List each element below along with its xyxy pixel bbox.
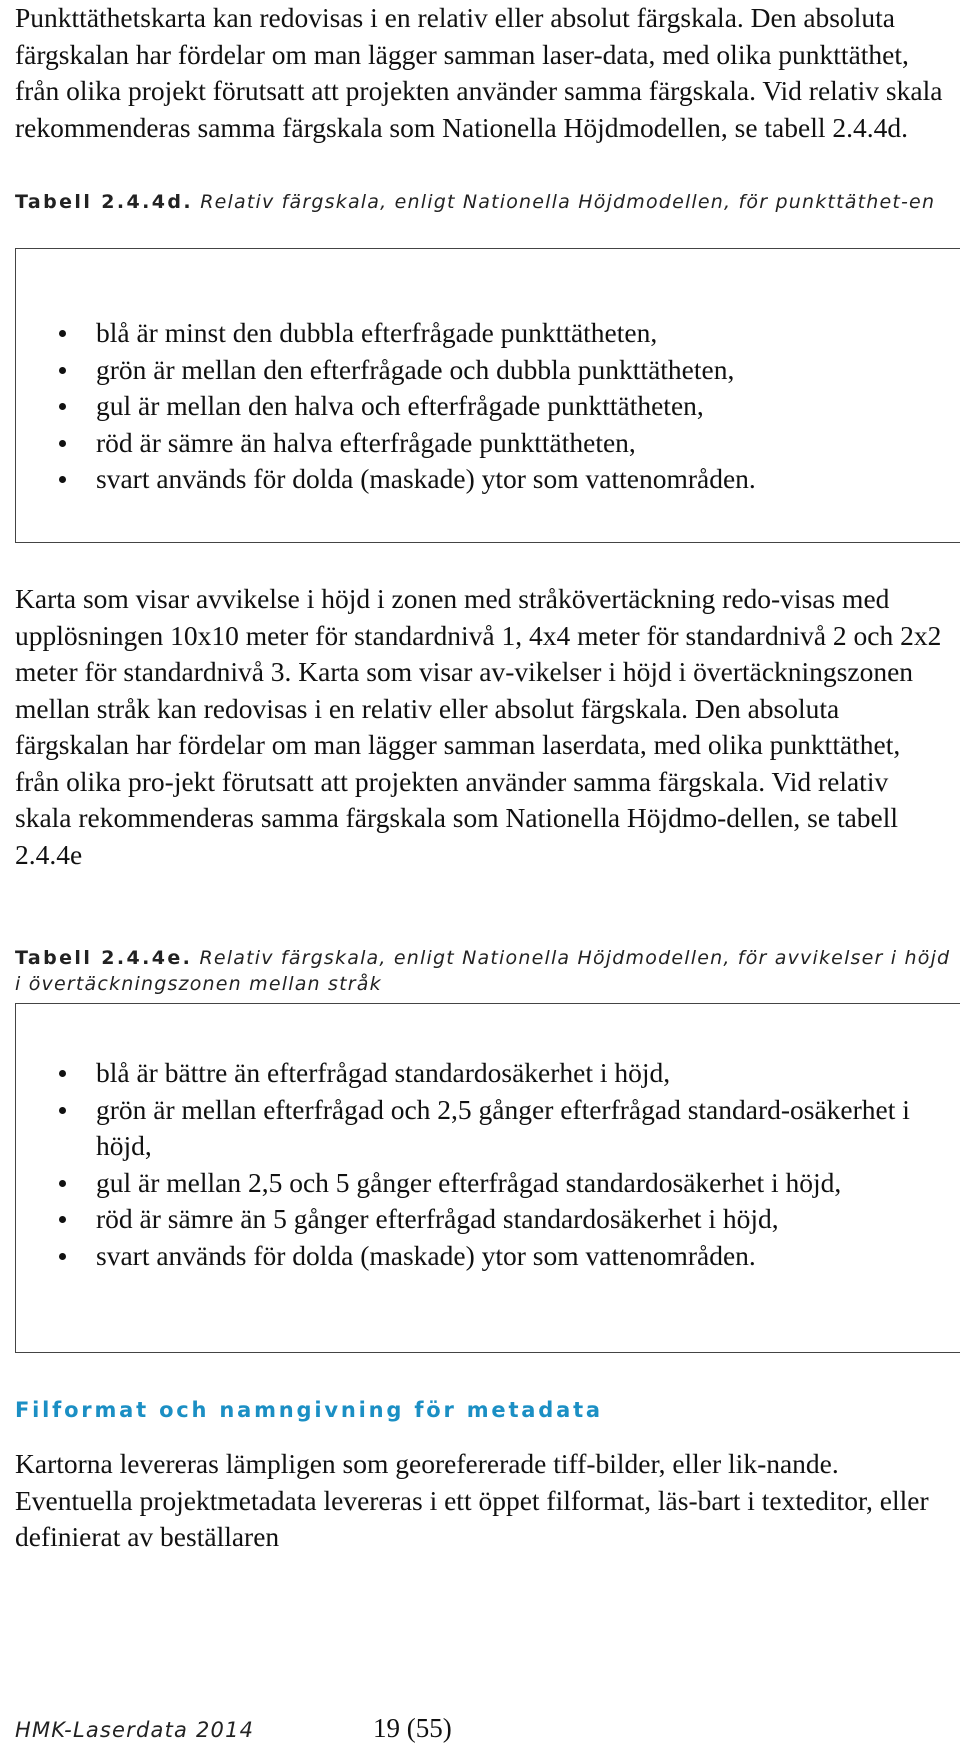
list-item: grön är mellan den efterfrågade och dubbla punkttätheten, xyxy=(16,352,960,389)
list-item: gul är mellan 2,5 och 5 gånger efterfrågad standardosäkerhet i höjd, xyxy=(16,1165,960,1202)
color-scale-list-d xyxy=(16,315,960,498)
footer-document-title: HMK-Laserdata 2014 xyxy=(15,1718,255,1742)
list-item: svart används för dolda (maskade) ytor som vattenområden. xyxy=(16,1238,960,1275)
list-item: röd är sämre än 5 gånger efterfrågad standardosäkerhet i höjd, xyxy=(16,1201,960,1238)
bullet-icon xyxy=(59,1107,66,1114)
color-scale-list-e xyxy=(16,1055,960,1274)
list-item: gul är mellan den halva och efterfrågade punkttätheten, xyxy=(16,388,960,425)
bullet-icon xyxy=(59,403,66,410)
bullet-icon xyxy=(59,330,66,337)
deviation-paragraph: Karta som visar avvikelse i höjd i zonen med stråkövertäckning redo-visas med upplösningen 10x10 meter för standardnivå 1, 4x4 meter för standardnivå 2 och 2x2 meter för standardnivå 3. Karta som visar av-vikelser i höjd i övertäckningszonen mellan stråk kan redovisas i en relativ eller absolut färgskala. Den absoluta färgskalan har fördelar om man lägger samman laserdata, med olika punkttäthet, från olika pro-jekt förutsatt att projekten använder samma färgskala. Vid relativ skala rekommenderas samma färgskala som Nationella Höjdmo-dellen, se tabell 2.4.4e xyxy=(15,583,942,870)
table-caption-text-d: Relativ färgskala, enligt Nationella Höjdmodellen, för punkttäthet-en xyxy=(192,191,936,213)
bullet-icon xyxy=(59,1253,66,1260)
list-item: svart används för dolda (maskade) ytor som vattenområden. xyxy=(16,461,960,498)
bullet-icon xyxy=(59,1180,66,1187)
bullet-icon xyxy=(59,476,66,483)
footer-page-number: 19 (55) xyxy=(373,1713,452,1743)
list-item: grön är mellan efterfrågad och 2,5 gånger efterfrågad standard-osäkerhet i höjd, xyxy=(16,1092,960,1165)
section-heading: Filformat och namngivning för metadata xyxy=(15,1398,603,1422)
metadata-paragraph: Kartorna levereras lämpligen som georefererade tiff-bilder, eller lik-nande. Eventuella projektmetadata levereras i ett öppet filformat, läs-bart i texteditor, eller definierat av beställaren xyxy=(15,1448,929,1552)
list-item: röd är sämre än halva efterfrågade punkttätheten, xyxy=(16,425,960,462)
color-scale-box-d xyxy=(15,248,960,543)
table-caption-e xyxy=(15,945,960,997)
list-item: blå är bättre än efterfrågad standardosäkerhet i höjd, xyxy=(16,1055,960,1092)
bullet-icon xyxy=(59,1070,66,1077)
bullet-icon xyxy=(59,367,66,374)
table-label-e: Tabell 2.4.4e. xyxy=(15,947,193,969)
list-item: blå är minst den dubbla efterfrågade punkttätheten, xyxy=(16,315,960,352)
color-scale-box-e xyxy=(15,1003,960,1353)
bullet-icon xyxy=(59,1216,66,1223)
table-caption-d xyxy=(15,189,945,215)
table-label-d: Tabell 2.4.4d. xyxy=(15,191,193,213)
table-caption-text-e: Relativ färgskala, enligt Nationella Höjdmodellen, för avvikelser i höjd i övertäckningszonen mellan stråk xyxy=(15,947,951,995)
bullet-icon xyxy=(59,440,66,447)
intro-paragraph: Punkttäthetskarta kan redovisas i en relativ eller absolut färgskala. Den absoluta färgskalan har fördelar om man lägger samman laser-data, med olika punkttäthet, från olika projekt förutsatt att projekten använder samma färgskala. Vid relativ skala rekommenderas samma färgskala som Nationella Höjdmodellen, se tabell 2.4.4d. xyxy=(15,2,943,143)
